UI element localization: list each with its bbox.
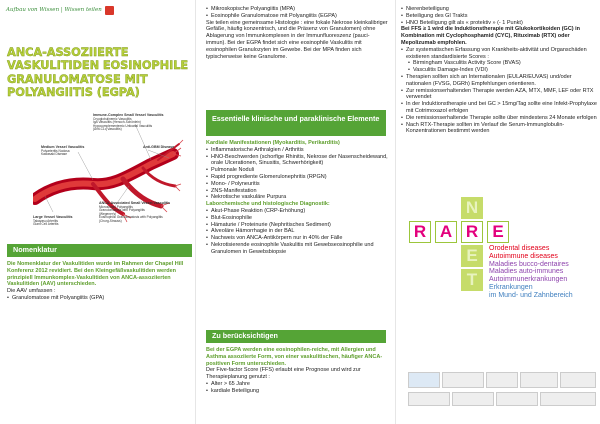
list-item: • In der Induktionstherapie und bei GC > 15mg/Tag sollte eine Infekt-Prophylaxe mit Cotrimoxazol erfolgen: [401, 101, 597, 115]
logo-tile-t: T: [461, 269, 483, 291]
rarenet-logo: [409, 197, 599, 337]
list-item: • Birmingham Vasculitis Activity Score (BVAS): [401, 60, 597, 67]
list-item: • Nierenbeteiligung: [401, 6, 597, 13]
list-item: • Nekrotisierende eosinophile Vaskulitis mit Gewebseosinophilie und Granulomen in Gewebsbiopsie: [206, 242, 388, 256]
list-item: • Vasculitis Damage-Index (VDI): [401, 67, 597, 74]
list-item: • Zur systematischen Erfassung von Krankheits-aktivität und Organschäden existieren standardisierte Scores :: [401, 47, 597, 61]
list-item: • Beteiligung des GI Trakts: [401, 13, 597, 20]
disease-line: Erkrankungen: [489, 283, 533, 291]
middle-column: [195, 0, 395, 424]
disease-line: im Mund- und Zahnbereich: [489, 291, 573, 299]
list-item: • Mono- / Polyneuritis: [206, 181, 388, 188]
diagram-label-immune-complex: Immune-Complex Small Vessel Vasculitis Cryoglobulinemic Vasculitis IgA Vasculitis (Henoch-Schönlein) Hypocomplementemic Urticarial Vasculitis (Anti-C1q Vasculitis): [93, 113, 164, 132]
left-column: [0, 0, 195, 424]
list-item: • Eosinophile Granulomatose mit Polyangiitis (EGPA): [206, 13, 388, 20]
list-item: • HNO Beteiligung gilt als « protektiv » (- 1 Punkt): [401, 20, 597, 27]
klinische-body: [206, 140, 388, 256]
sponsor-logos: [408, 370, 598, 418]
disease-list: [489, 245, 573, 300]
list-item: • Die remissionserhaltende Therapie sollte über mindestens 24 Monate erfolgen: [401, 115, 597, 122]
sponsor-logo: [486, 372, 518, 388]
diagram-label-large-vessel: Large Vessel Vasculitis Takayasu Arteritis Giant Cell Arteritis: [33, 215, 73, 227]
list-item: • Blut-Eosinophilie: [206, 215, 388, 222]
sponsor-logo: [496, 392, 538, 406]
nomenklatur-body: [7, 261, 192, 302]
red-logo-icon: [105, 6, 114, 15]
list-item: • Mikroskopische Polyangiitis (MPA): [206, 6, 388, 13]
diagram-label-anti-gbm: Anti-GBM Disease: [143, 145, 175, 149]
list-item: • HNO-Beschwerden (schorfige Rhinitis, Nekrose der Nasenscheidewand, orale Ulcerationen, Sinusitis, Schwerhörigkeit): [206, 154, 388, 168]
disease-line: Autoimmune diseases: [489, 252, 558, 260]
list-item: • Akut-Phase Reaktion (CRP-Erhöhung): [206, 208, 388, 215]
nomenklatur-lead: Die AAV umfassen :: [7, 288, 56, 295]
ffs-recommendation: Bei FFS ≥ 1 wird die Induktionstherapie mit Glukokortikoiden (GC) in Kombination mit Cyclophosphamid (CYC), Rituximab (RTX) oder Mepolizumab empfohlen.: [401, 26, 581, 46]
list-item: • Inflammatorische Arthralgien / Arthritis: [206, 147, 388, 154]
sponsor-logo: [560, 372, 596, 388]
beruecks-body: [206, 347, 388, 395]
section-heading-beruecksichtigen: Zu berücksichtigen: [206, 330, 386, 343]
sponsor-logo: [452, 392, 494, 406]
list-item: • Zur remissionserhaltenden Therapie werden AZA, MTX, MMF, LEF oder RTX verwendet: [401, 88, 597, 102]
list-item: • Alter > 65 Jahre: [206, 381, 388, 388]
list-item: • Rapid progrediente Glomerulonephritis (RPGN): [206, 174, 388, 181]
list-item: • ZNS-Manifestation: [206, 188, 388, 195]
disease-line: Maladies bucco-dentaires: [489, 260, 569, 268]
list-item: • Nachweis von ANCA-Antikörpern nur in 40% der Fälle: [206, 235, 388, 242]
list-item: • Nekrotische vaskuläre Purpura: [206, 194, 388, 201]
col3-top-text: [401, 6, 597, 135]
list-item: • Therapien sollten sich an Internationalen (EULAR/EUVAS) und/oder nationalen (FVSG, DGRh) Empfehlungen orientieren.: [401, 74, 597, 88]
logo-tile-r1: R: [409, 221, 431, 243]
logo-tile-r2: R: [461, 221, 483, 243]
list-item: • Alveoläre Hämorrhagie in der BAL: [206, 228, 388, 235]
nomenklatur-intro: Die Nomenklatur der Vaskulitiden wurde im Rahmen der Chapel Hill Konferenz 2012 revidiert. Bei den Kleingefäßvaskulitiden werden prinzipiell Immunkomplex-Vaskulitiden von ANCA-assoziierten Vaskulitiden (AAV) unterschieden.: [7, 261, 184, 288]
sponsor-logo: [540, 392, 596, 406]
disease-line: Maladies auto-immunes: [489, 268, 564, 276]
sponsor-logo: [520, 372, 558, 388]
list-item: • Hämaturie / Proteinurie (Nephritisches Sediment): [206, 222, 388, 229]
labor-heading: Laborchemische und histologische Diagnostik:: [206, 201, 330, 208]
col2-top-text: [206, 6, 388, 60]
header-logos: [6, 4, 114, 16]
logo-tile-n: N: [461, 197, 483, 219]
logo-tile-e2: E: [461, 245, 483, 267]
vasculitis-diagram: [33, 114, 185, 242]
sponsor-logo: [408, 392, 450, 406]
diagram-label-anca-small-vessel: ANCA-Associated Small Vessel Vasculitis Microscopic Polyangiitis Granulomatosis with Polyangiitis (Wegener's) Eosinophilic Granulomatosis with Polyangiitis (Churg-Strauss): [99, 201, 171, 223]
ffs-text: Der Five-factor Score (FFS) erlaubt eine Prognose und wird zur Therapieplanung genutzt :: [206, 367, 361, 381]
diagram-label-medium-vessel: Medium Vessel Vasculitis Polyarteritis Nodosa Kawasaki Disease: [41, 145, 85, 157]
logo-tile-e: E: [487, 221, 509, 243]
kardiale-heading: Kardiale Manifestationen (Myokarditis, Perikarditis): [206, 140, 340, 146]
list-item: • kardiale Beteiligung: [206, 388, 388, 395]
list-item: • Granulomatose mit Polyangiitis (GPA): [7, 295, 192, 302]
eu-flag-logo: [408, 372, 440, 388]
logo-tile-a: A: [435, 221, 457, 243]
handwriting-slogan: Aufbau von Wissen | Wissen teilen: [6, 7, 102, 13]
right-column: [395, 0, 600, 424]
list-item: • Pulmonale Noduli: [206, 167, 388, 174]
list-item: • Nach RTX-Therapie sollten im Verlauf die Serum-Immunglobulin-Konzentrationen bestimmt werden: [401, 122, 597, 136]
page-title: ANCA-ASSOZIIERTE VASKULITIDEN EOSINOPHILE GRANULOMATOSE MIT POLYANGIITIS (EGPA): [7, 45, 189, 100]
section-heading-klinische: Essentielle klinische und paraklinische Elemente: [206, 110, 386, 136]
histology-paragraph: Sie teilen eine gemeinsame Histologie : eine fokale Nekrose kleinkalibriger Gefäße, häufig konzentrisch, und die Präsenz von Granulomen) ohne Ablagerung von Immunkomplexen in der Immunfluoreszenz (pauci-immun). Bei der EGPA findet sich eine eosinophile Vaskulitis mit eosinophilen Granulozyten im Gewebe. Bei der MPA finden sich typischerweise keine Granulome.: [206, 19, 388, 60]
disease-line: Orodental diseases: [489, 245, 550, 252]
disease-line: Autoimmunerkrankungen: [489, 276, 568, 284]
section-heading-nomenklatur: Nomenklatur: [7, 244, 192, 257]
egpa-forms-text: Bei der EGPA werden eine eosinophilen-reiche, mit Allergien und Asthma assoziierte Form, von einer vaskulitischen, häufiger ANCA-positiven Form unterschieden.: [206, 347, 383, 367]
sponsor-logo: [442, 372, 484, 388]
